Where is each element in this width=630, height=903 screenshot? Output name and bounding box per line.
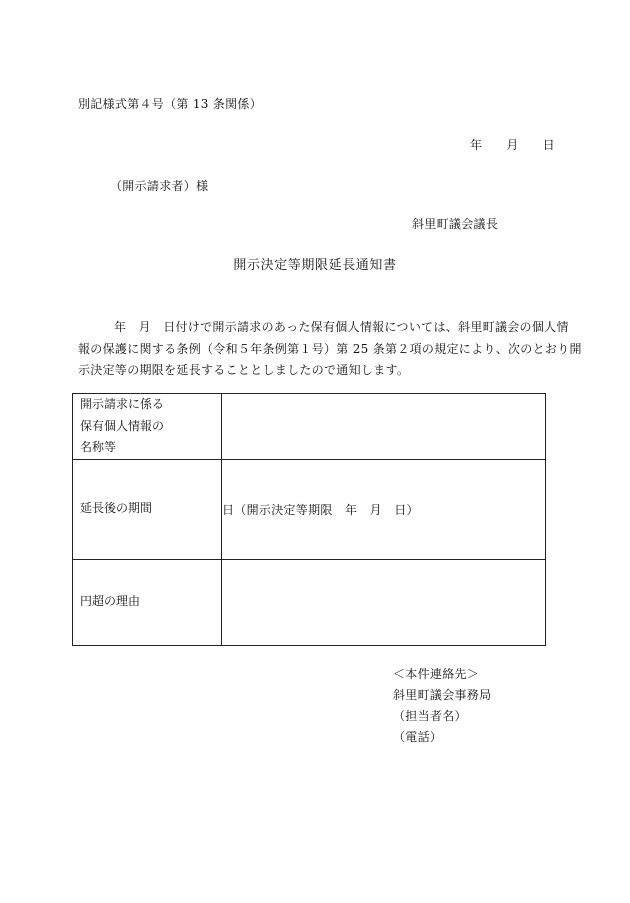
body-line: 年 月 日付けで開示請求のあった保有個人情報については、斜里町議会の個人情 bbox=[114, 320, 569, 334]
table-row-extended-period bbox=[73, 459, 546, 559]
document-title: 開示決定等期限延長通知書 bbox=[233, 258, 397, 273]
date-year: 年 bbox=[470, 138, 483, 152]
table-row-target-info bbox=[73, 394, 546, 460]
label-target-info bbox=[73, 394, 222, 460]
label-line: 開示請求に係る bbox=[80, 397, 165, 411]
contact-block bbox=[393, 664, 491, 748]
form-reference: 別記様式第４号（第 13 条関係） bbox=[78, 97, 262, 111]
label-line: 名称等 bbox=[80, 440, 117, 454]
value-target-info bbox=[222, 394, 546, 460]
contact-heading: ＜本件連絡先＞ bbox=[393, 667, 480, 681]
value-reason bbox=[222, 559, 546, 645]
label-reason: 円超の理由 bbox=[73, 559, 222, 645]
table-row-reason bbox=[73, 559, 546, 645]
date-month: 月 bbox=[506, 138, 519, 152]
label-line: 保有個人情報の bbox=[80, 418, 165, 433]
value-extended-period: 日（開示決定等期限 年 月 日） bbox=[222, 459, 546, 559]
body-line: 示決定等の期限を延長することとしましたので通知します。 bbox=[78, 363, 410, 377]
label-extended-period: 延長後の期間 bbox=[73, 459, 222, 559]
contact-phone: （電話） bbox=[393, 730, 443, 744]
body-line: 報の保護に関する条例（令和５年条例第１号）第 25 条第２項の規定により、次のとおり開 bbox=[78, 341, 582, 356]
body-paragraph bbox=[78, 317, 582, 382]
date-day: 日 bbox=[542, 138, 555, 152]
addressee: （開示請求者）様 bbox=[110, 179, 209, 193]
date-line bbox=[470, 137, 555, 153]
sender: 斜里町議会議長 bbox=[412, 217, 499, 231]
contact-office: 斜里町議会事務局 bbox=[393, 688, 492, 702]
info-table bbox=[72, 393, 546, 646]
contact-person: （担当者名） bbox=[393, 709, 467, 723]
